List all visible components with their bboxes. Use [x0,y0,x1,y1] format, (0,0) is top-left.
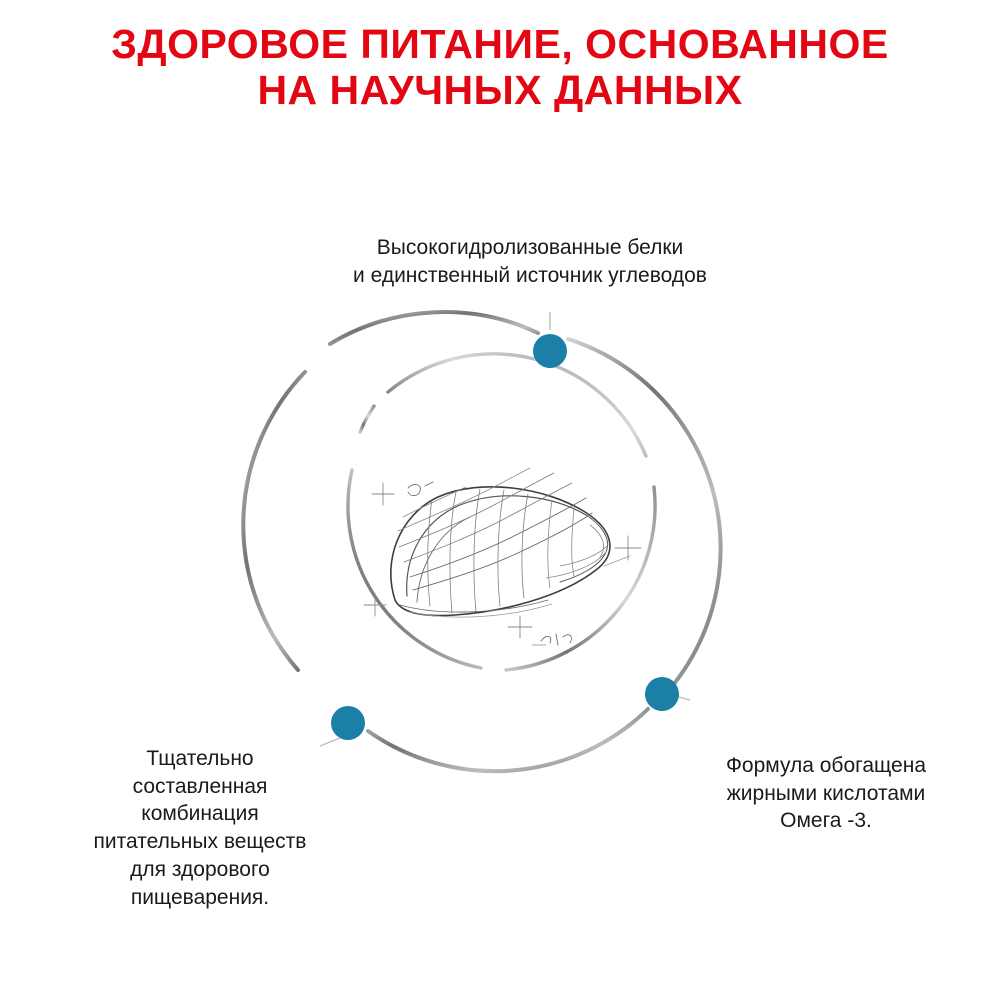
callout-right [666,752,986,835]
kibble-sketch [364,468,641,645]
callout-left-line-5: для здорового [130,857,270,881]
page-title-line-2: НА НАУЧНЫХ ДАННЫХ [257,66,743,113]
callout-right-line-1: Формула обогащена [725,754,927,777]
node-dot-right[interactable] [645,677,679,711]
connector-lines [320,312,690,746]
callout-top-line-2: и единственный источник углеводов [353,263,707,287]
callout-left [40,745,360,911]
callout-left-line-1: Тщательно [146,747,254,770]
callout-left-line-4: питательных веществ [93,830,307,854]
node-dot-top[interactable] [533,334,567,368]
callout-right-line-3: Омега -3. [780,809,872,833]
node-dot-left[interactable] [331,706,365,740]
page-title-line-1: ЗДОРОВОЕ ПИТАНИЕ, ОСНОВАННОЕ [111,21,889,67]
callout-right-line-2: жирными кислотами [726,781,926,805]
callout-left-line-2: составленная [132,774,268,798]
callout-left-line-6: пищеварения. [130,885,270,909]
callout-top-line-1: Высокогидролизованные белки [376,236,684,259]
callout-top [250,234,810,289]
inner-ring [348,354,655,670]
callout-left-line-3: комбинация [141,802,259,826]
